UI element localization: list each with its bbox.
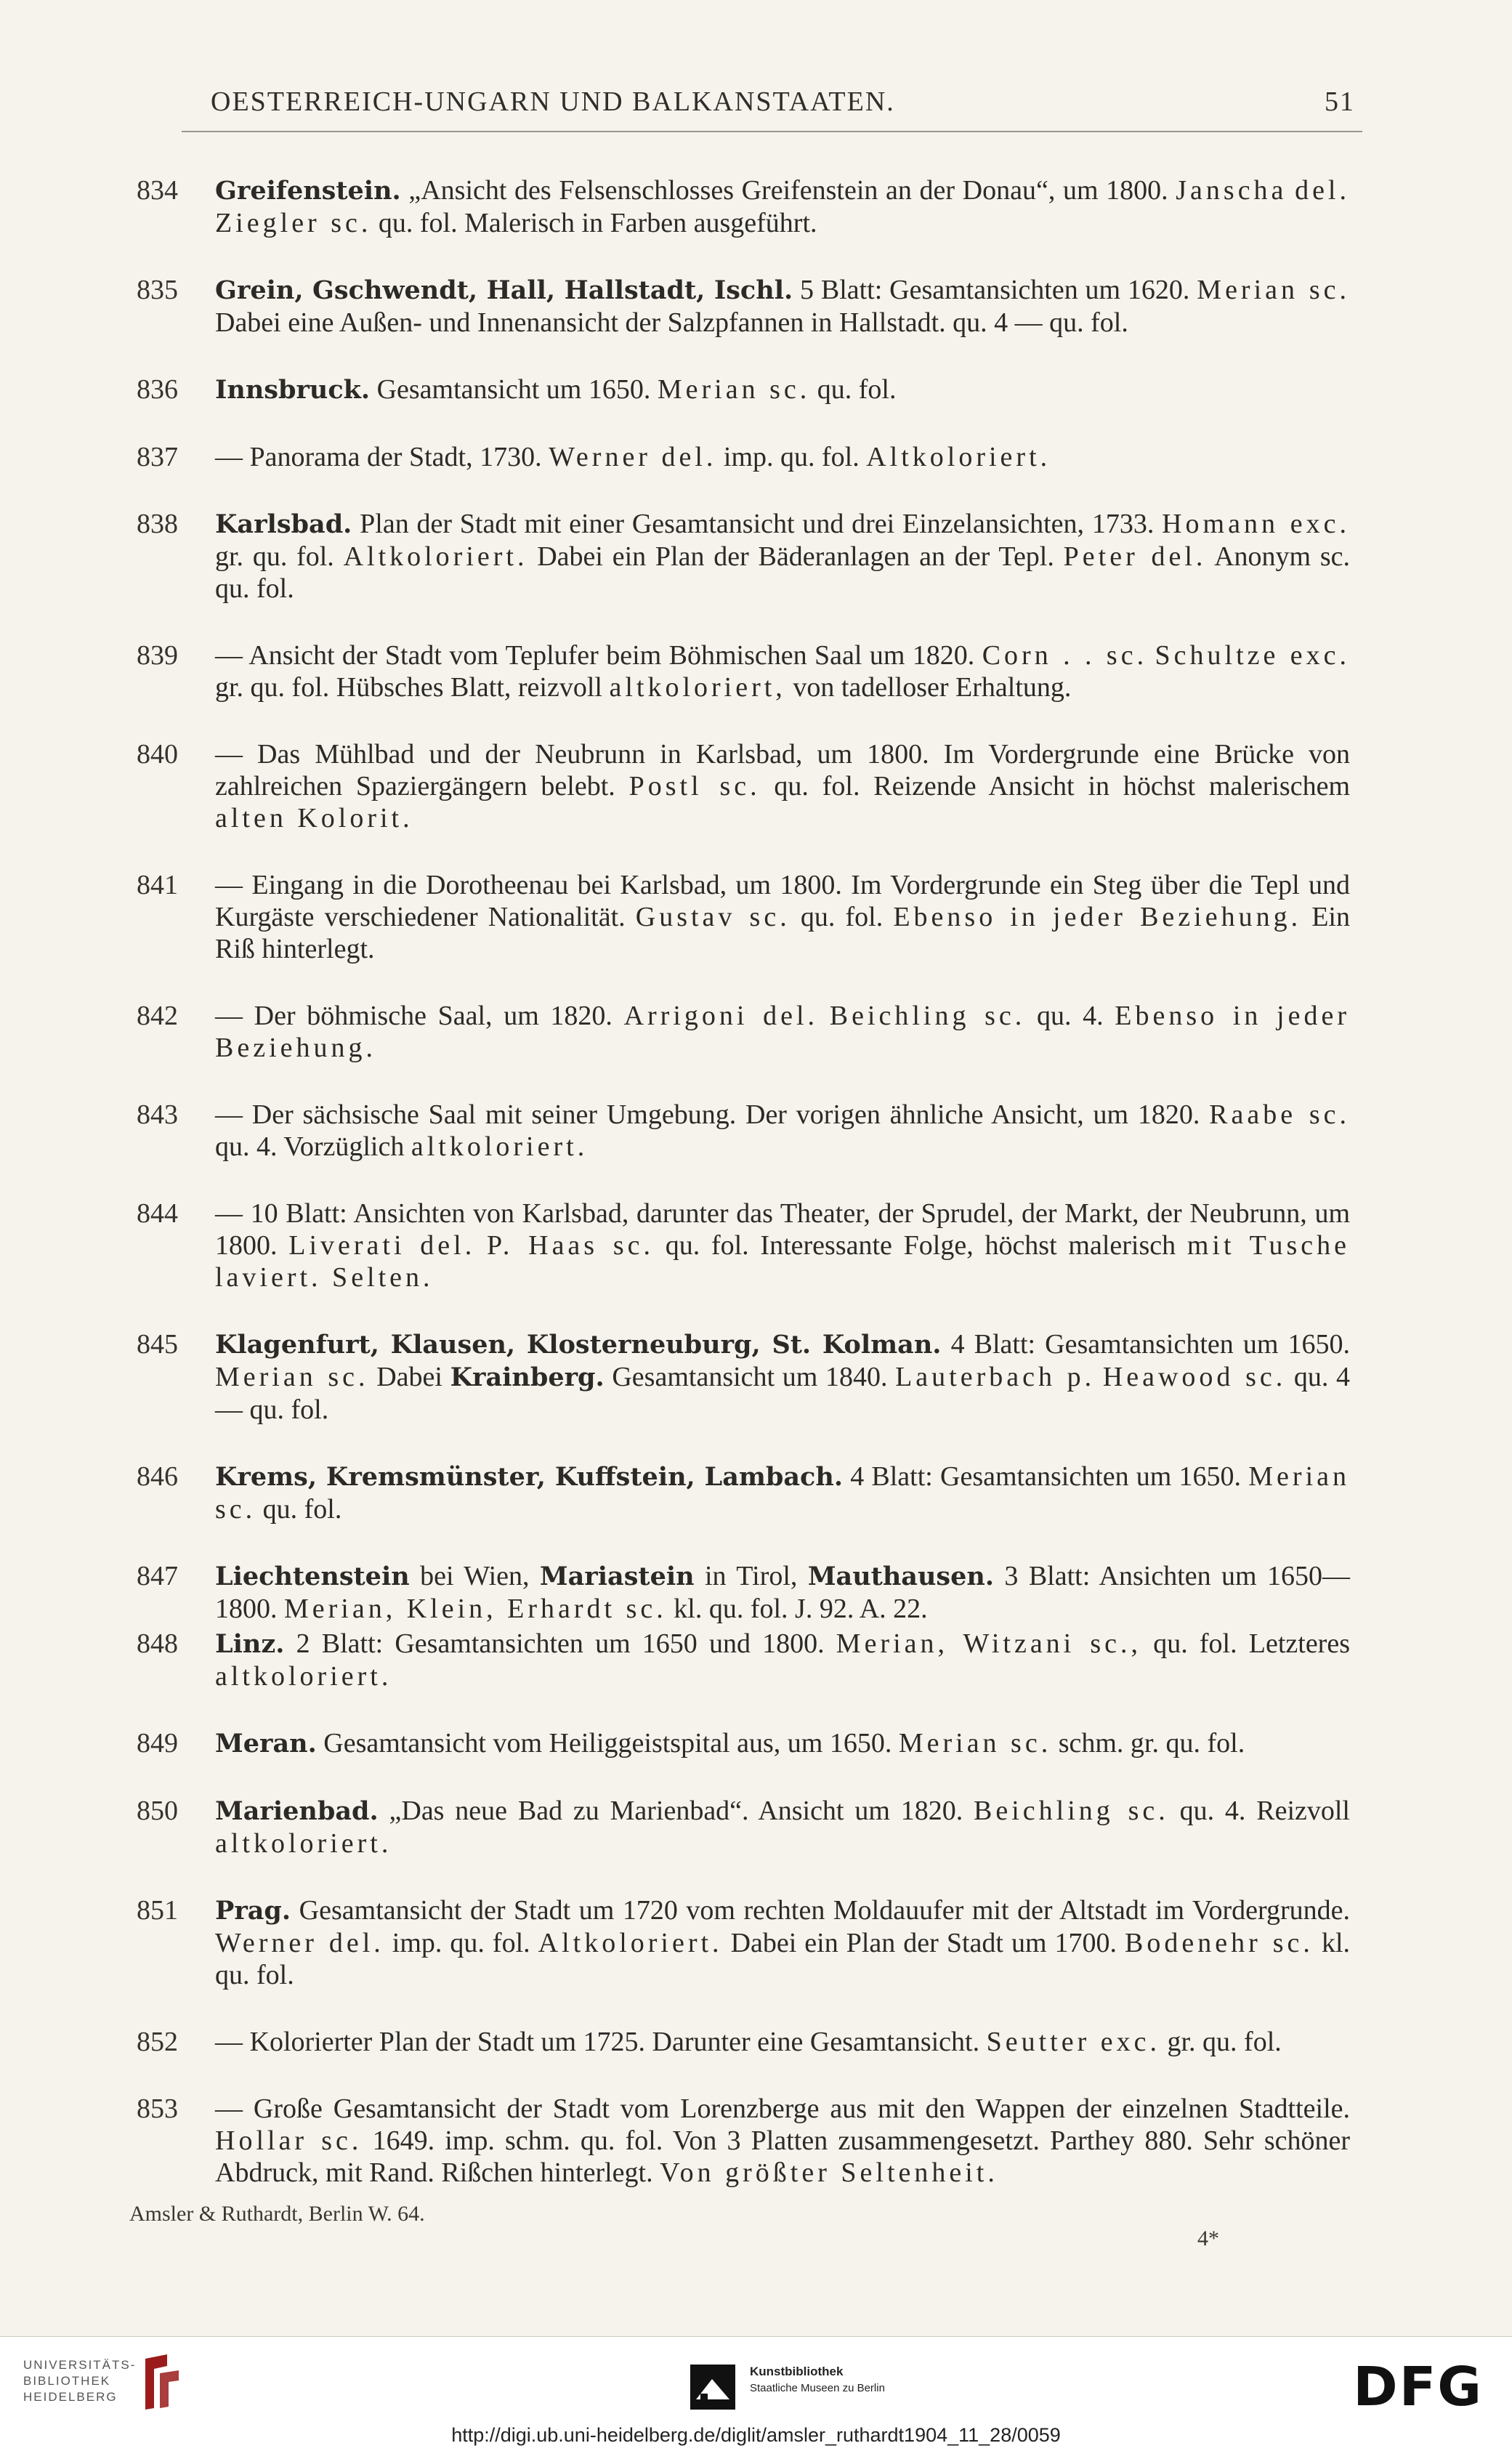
entry-heading: Grein, Gschwendt, Hall, Hallstadt, Ischl. bbox=[215, 275, 793, 305]
entry-spaced-text: Gustav sc. bbox=[635, 902, 791, 932]
catalog-entries bbox=[0, 174, 1512, 2224]
entry-description: qu. fol. Interessante Folge, höchst malerisch bbox=[653, 1230, 1187, 1261]
entry-description: schm. gr. qu. fol. bbox=[1051, 1728, 1245, 1758]
entry-description: — Der sächsische Saal mit seiner Umgebung. Der vorigen ähnliche Ansicht, um 1820. bbox=[215, 1099, 1210, 1130]
entry-number: 851 bbox=[137, 1895, 178, 1926]
entry-number: 834 bbox=[137, 175, 178, 206]
entry-text bbox=[215, 1727, 1350, 1760]
entry-description: Anonym sc. qu. fol. bbox=[215, 541, 1350, 604]
entry-text bbox=[215, 1560, 1350, 1625]
entry-spaced-text: Hollar sc. bbox=[215, 2125, 363, 2156]
entry-heading: Greifenstein. bbox=[215, 176, 401, 206]
entry-description: Gesamtansicht um 1650. bbox=[370, 374, 658, 405]
entry-number: 840 bbox=[137, 739, 178, 770]
entry-spaced-text: Altkoloriert. bbox=[866, 442, 1051, 472]
entry-text bbox=[215, 373, 1350, 406]
uni-line: UNIVERSITÄTS- bbox=[23, 2358, 137, 2372]
entry-spaced-text: altkoloriert. bbox=[215, 1661, 392, 1692]
entry-description: qu. fol. Letzteres bbox=[1141, 1628, 1350, 1659]
entry-description: qu. fol. Reizende Ansicht in höchst malerischem bbox=[760, 771, 1350, 801]
entry-description: — Kolorierter Plan der Stadt um 1725. Darunter eine Gesamtansicht. bbox=[215, 2027, 987, 2057]
catalog-entry bbox=[0, 2093, 1512, 2189]
entry-text bbox=[215, 1628, 1350, 1692]
university-logo-icon bbox=[138, 2351, 185, 2412]
entry-spaced-text: Beichling sc. bbox=[829, 1001, 1026, 1031]
entry-description: qu. fol. bbox=[256, 1494, 342, 1525]
signature-mark: 4* bbox=[1197, 2226, 1219, 2250]
uni-line: BIBLIOTHEK bbox=[23, 2374, 111, 2388]
entry-number: 849 bbox=[137, 1728, 178, 1758]
entry-number: 846 bbox=[137, 1461, 178, 1492]
catalog-entry bbox=[0, 1628, 1512, 1692]
entry-number: 847 bbox=[137, 1561, 178, 1591]
entry-spaced-text: Janscha bbox=[1176, 175, 1287, 206]
entry-number: 848 bbox=[137, 1628, 178, 1659]
entry-description: 4 Blatt: Gesamtansichten um 1650. bbox=[843, 1461, 1249, 1492]
entry-description: imp. qu. fol. bbox=[716, 442, 867, 472]
entry-spaced-text: Werner del. bbox=[549, 442, 717, 472]
entry-spaced-text: Merian sc. bbox=[215, 1461, 1350, 1525]
entry-description: 3 Blatt: Ansichten um 1650—1800. bbox=[215, 1561, 1350, 1624]
entry-spaced-text: Von größter Seltenheit. bbox=[660, 2157, 998, 2188]
entry-text bbox=[215, 2026, 1350, 2058]
entry-description: Dabei eine Außen- und Innenansicht der Salzpfannen in Hallstadt. qu. 4 — qu. fol. bbox=[215, 307, 1128, 338]
entry-number: 835 bbox=[137, 275, 178, 305]
entry-description: — Das Mühlbad und der Neubrunn in Karlsbad, um 1800. Im Vordergrunde eine Brücke von zahlreichen Spaziergängern belebt. bbox=[215, 739, 1350, 801]
entry-spaced-text: Merian, Witzani sc., bbox=[836, 1628, 1142, 1659]
entry-spaced-text: Seutter exc. bbox=[986, 2027, 1160, 2057]
entry-description: — Panorama der Stadt, 1730. bbox=[215, 442, 549, 472]
catalog-entry bbox=[0, 1727, 1512, 1760]
entry-number: 843 bbox=[137, 1099, 178, 1130]
entry-description: Dabei ein Plan der Stadt um 1700. bbox=[722, 1928, 1125, 1958]
entry-description: — Große Gesamtansicht der Stadt vom Lorenzberge aus mit den Wappen der einzelnen Stadtteile. bbox=[215, 2093, 1350, 2124]
entry-spaced-text: altkoloriert. bbox=[215, 1828, 392, 1859]
entry-description: Dabei bbox=[368, 1362, 450, 1392]
entry-text bbox=[215, 1328, 1350, 1426]
digitization-footer bbox=[0, 2336, 1512, 2451]
entry-spaced-text: Lauterbach p. bbox=[895, 1362, 1096, 1392]
entry-spaced-text: Merian sc. bbox=[215, 1362, 369, 1392]
entry-description bbox=[1287, 175, 1295, 206]
entry-number: 845 bbox=[137, 1329, 178, 1360]
entry-description: Gesamtansicht um 1840. bbox=[604, 1362, 896, 1392]
entry-description: qu. fol. bbox=[810, 374, 897, 405]
entry-number: 837 bbox=[137, 442, 178, 472]
entry-spaced-text: Ebenso in jeder Beziehung. bbox=[893, 902, 1302, 932]
catalog-entry bbox=[0, 441, 1512, 473]
entry-heading: Krems, Kremsmünster, Kuffstein, Lambach. bbox=[215, 1462, 844, 1492]
entry-description: imp. qu. fol. bbox=[384, 1928, 538, 1958]
kb-title: Kunstbibliothek bbox=[750, 2365, 844, 2378]
entry-place-name: Mariastein bbox=[539, 1562, 695, 1591]
entry-description: — 10 Blatt: Ansichten von Karlsbad, darunter das Theater, der Sprudel, der Markt, der Neubrunn, um 1800. bbox=[215, 1198, 1350, 1261]
catalog-entry bbox=[0, 1099, 1512, 1163]
entry-number: 844 bbox=[137, 1198, 178, 1229]
entry-description: qu. 4 — qu. fol. bbox=[215, 1362, 1351, 1425]
entry-number: 852 bbox=[137, 2027, 178, 2057]
catalog-entry bbox=[0, 1560, 1512, 1625]
entry-text bbox=[215, 174, 1350, 239]
entry-text bbox=[215, 738, 1350, 834]
entry-description: kl. qu. fol. J. 92. A. 22. bbox=[666, 1594, 928, 1624]
entry-description: Dabei ein Plan der Bäderanlagen an der Tepl. bbox=[527, 541, 1064, 572]
entry-text bbox=[215, 1795, 1350, 1860]
entry-number: 841 bbox=[137, 870, 178, 900]
entry-text bbox=[215, 274, 1350, 339]
entry-heading: Prag. bbox=[215, 1896, 291, 1926]
entry-description: kl. qu. fol. bbox=[215, 1928, 1351, 1990]
entry-spaced-text: altkoloriert, bbox=[609, 672, 786, 703]
entry-description: Ein Riß hinterlegt. bbox=[215, 902, 1350, 964]
catalog-entry bbox=[0, 2026, 1512, 2058]
kunstbibliothek-label bbox=[750, 2365, 885, 2394]
entry-text bbox=[215, 1099, 1350, 1163]
entry-spaced-text: Merian sc. bbox=[657, 374, 811, 405]
entry-description: — Eingang in die Dorotheenau bei Karlsbad, um 1800. Im Vordergrunde ein Steg über die Tepl und Kurgäste verschiedener Nationalität. bbox=[215, 870, 1350, 932]
entry-description bbox=[1147, 640, 1155, 671]
entry-text bbox=[215, 508, 1350, 605]
catalog-entry bbox=[0, 869, 1512, 965]
entry-description bbox=[475, 1230, 487, 1261]
running-header bbox=[211, 86, 1355, 118]
entry-spaced-text: mit Tusche laviert. Selten. bbox=[215, 1230, 1351, 1293]
entry-description: qu. 4. Vorzüglich bbox=[215, 1131, 411, 1162]
entry-description: bei Wien, bbox=[409, 1561, 540, 1591]
entry-text bbox=[215, 1461, 1350, 1525]
entry-description: qu. fol. Malerisch in Farben ausgeführt. bbox=[371, 208, 817, 238]
entry-place-name: Krainberg. bbox=[450, 1362, 605, 1392]
catalog-entry bbox=[0, 174, 1512, 239]
entry-heading: Innsbruck. bbox=[215, 375, 371, 405]
entry-spaced-text: Merian sc. bbox=[1197, 275, 1351, 305]
entry-number: 836 bbox=[137, 374, 178, 405]
entry-description: Gesamtansicht der Stadt um 1720 vom rechten Moldauufer mit der Altstadt im Vordergrunde. bbox=[291, 1895, 1350, 1926]
kunstbibliothek-logo-icon bbox=[690, 2365, 735, 2410]
entry-spaced-text: Bodenehr sc. bbox=[1125, 1928, 1314, 1958]
header-title: OESTERREICH-UNGARN UND BALKANSTAATEN. bbox=[211, 86, 895, 117]
catalog-entry bbox=[0, 1795, 1512, 1860]
entry-text bbox=[215, 639, 1350, 703]
entry-text bbox=[215, 1198, 1350, 1293]
entry-description: qu. 4. Reizvoll bbox=[1168, 1796, 1350, 1826]
catalog-entry bbox=[0, 1000, 1512, 1064]
entry-text bbox=[215, 2093, 1350, 2189]
entry-description bbox=[1095, 1362, 1103, 1392]
entry-description: gr. qu. fol. bbox=[215, 541, 344, 572]
entry-heading: Klagenfurt, Klausen, Klosterneuburg, St. Kolman. bbox=[215, 1330, 942, 1360]
entry-description: Plan der Stadt mit einer Gesamtansicht und drei Einzelansichten, 1733. bbox=[352, 509, 1163, 539]
catalog-entry bbox=[0, 508, 1512, 605]
catalog-entry bbox=[0, 1198, 1512, 1293]
entry-number: 853 bbox=[137, 2093, 178, 2124]
entry-description: von tadelloser Erhaltung. bbox=[785, 672, 1072, 703]
dfg-logo: DFG bbox=[1353, 2356, 1483, 2418]
entry-description: 4 Blatt: Gesamtansichten um 1650. bbox=[941, 1329, 1350, 1360]
uni-line: HEIDELBERG bbox=[23, 2390, 118, 2404]
entry-spaced-text: Peter del. bbox=[1063, 541, 1207, 572]
entry-description: in Tirol, bbox=[694, 1561, 808, 1591]
entry-description: — Ansicht der Stadt vom Teplufer beim Böhmischen Saal um 1820. bbox=[215, 640, 982, 671]
page-number: 51 bbox=[1325, 86, 1355, 117]
entry-number: 838 bbox=[137, 509, 178, 539]
entry-spaced-text: alten Kolorit. bbox=[215, 803, 413, 833]
entry-spaced-text: Merian, Klein, Erhardt sc. bbox=[284, 1594, 667, 1624]
entry-heading: Meran. bbox=[215, 1729, 317, 1758]
entry-spaced-text: Heawood sc. bbox=[1102, 1362, 1287, 1392]
entry-spaced-text: Liverati del. bbox=[288, 1230, 476, 1261]
entry-spaced-text: Altkoloriert. bbox=[343, 541, 528, 572]
entry-text bbox=[215, 869, 1350, 965]
entry-spaced-text: Arrigoni del. bbox=[623, 1001, 819, 1031]
entry-description: „Das neue Bad zu Marienbad“. Ansicht um 1820. bbox=[378, 1796, 974, 1826]
entry-spaced-text: del. bbox=[1295, 175, 1350, 206]
entry-spaced-text: Ebenso in jeder Beziehung. bbox=[215, 1001, 1350, 1063]
entry-description: qu. 4. bbox=[1025, 1001, 1115, 1031]
catalog-entry bbox=[0, 373, 1512, 406]
entry-heading: Linz. bbox=[215, 1629, 285, 1659]
entry-text bbox=[215, 1894, 1350, 1991]
catalog-entry bbox=[0, 639, 1512, 703]
entry-description: — Der böhmische Saal, um 1820. bbox=[215, 1001, 624, 1031]
catalog-entry bbox=[0, 738, 1512, 834]
entry-spaced-text: Ziegler sc. bbox=[215, 208, 372, 238]
entry-spaced-text: Postl sc. bbox=[628, 771, 761, 801]
entry-spaced-text: Corn . . sc. bbox=[982, 640, 1148, 671]
entry-number: 842 bbox=[137, 1001, 178, 1031]
entry-description: gr. qu. fol. bbox=[1160, 2027, 1282, 2057]
kb-subtitle: Staatliche Museen zu Berlin bbox=[750, 2382, 885, 2394]
entry-description: „Ansicht des Felsenschlosses Greifenstein an der Donau“, um 1800. bbox=[400, 175, 1176, 206]
entry-description bbox=[818, 1001, 830, 1031]
entry-description: 5 Blatt: Gesamtansichten um 1620. bbox=[793, 275, 1197, 305]
catalog-entry bbox=[0, 1328, 1512, 1426]
entry-spaced-text: Homann exc. bbox=[1162, 509, 1350, 539]
catalog-entry bbox=[0, 274, 1512, 339]
entry-spaced-text: Altkoloriert. bbox=[538, 1928, 723, 1958]
catalog-entry bbox=[0, 1461, 1512, 1525]
entry-spaced-text: Beichling sc. bbox=[974, 1796, 1169, 1826]
entry-description: 2 Blatt: Gesamtansichten um 1650 und 1800. bbox=[284, 1628, 836, 1659]
entry-heading: Liechtenstein bbox=[215, 1562, 410, 1591]
entry-description: Gesamtansicht vom Heiliggeistspital aus, um 1650. bbox=[316, 1728, 899, 1758]
entry-number: 850 bbox=[137, 1796, 178, 1826]
entry-number: 839 bbox=[137, 640, 178, 671]
header-rule bbox=[182, 131, 1362, 132]
publisher-imprint: Amsler & Ruthardt, Berlin W. 64. bbox=[129, 2202, 425, 2226]
entry-spaced-text: Merian sc. bbox=[898, 1728, 1052, 1758]
entry-description: qu. fol. bbox=[790, 902, 894, 932]
entry-description: gr. qu. fol. Hübsches Blatt, reizvoll bbox=[215, 672, 610, 703]
entry-text bbox=[215, 441, 1350, 473]
entry-description: 1649. imp. schm. qu. fol. Von 3 Platten zusammengesetzt. Parthey 880. Sehr schöner Abdruck, mit Rand. Rißchen hinterlegt. bbox=[215, 2125, 1350, 2188]
entry-place-name: Mauthausen. bbox=[807, 1562, 995, 1591]
entry-spaced-text: Schultze exc. bbox=[1155, 640, 1351, 671]
entry-spaced-text: Werner del. bbox=[215, 1928, 384, 1958]
entry-spaced-text: Raabe sc. bbox=[1209, 1099, 1350, 1130]
source-url-link[interactable]: http://digi.ub.uni-heidelberg.de/diglit/amsler_ruthardt1904_11_28/0059 bbox=[451, 2424, 1061, 2446]
entry-text bbox=[215, 1000, 1350, 1064]
university-library-label bbox=[23, 2357, 136, 2405]
entry-spaced-text: P. Haas sc. bbox=[486, 1230, 654, 1261]
entry-heading: Marienbad. bbox=[215, 1796, 379, 1826]
entry-spaced-text: altkoloriert. bbox=[411, 1131, 589, 1162]
entry-heading: Karlsbad. bbox=[215, 509, 352, 539]
catalog-entry bbox=[0, 1894, 1512, 1991]
